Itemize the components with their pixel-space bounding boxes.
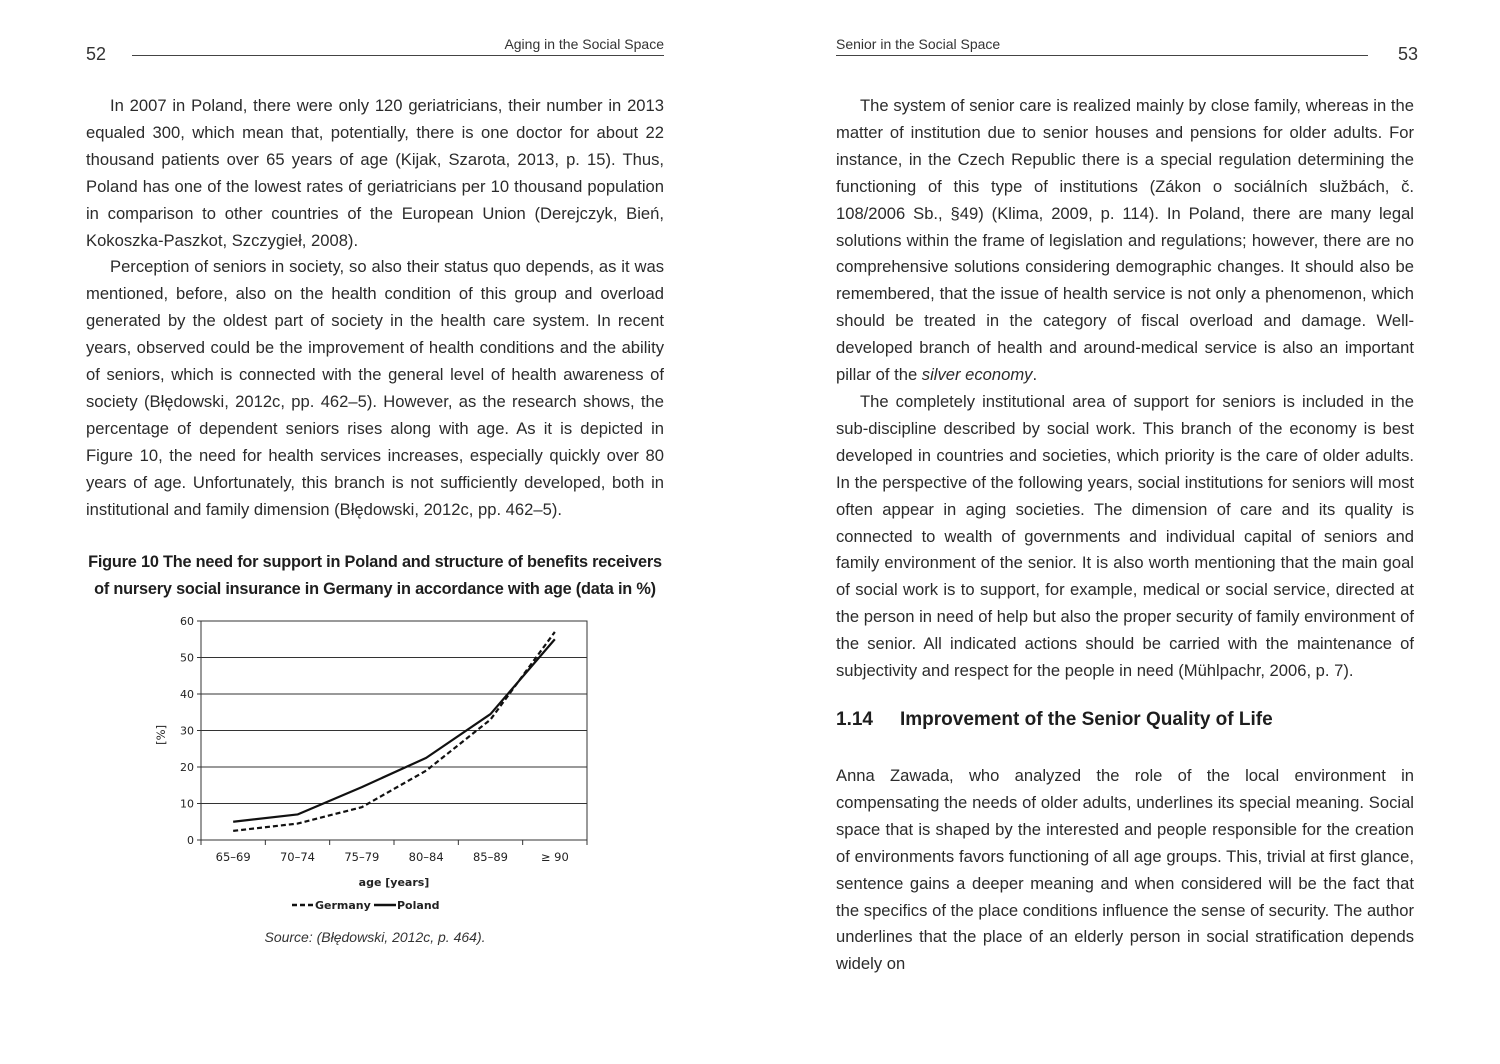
header-rule-left [132, 55, 664, 56]
y-tick-label: 10 [180, 797, 194, 811]
y-tick-label: 20 [180, 761, 194, 774]
x-tick-label: 85–89 [472, 850, 509, 864]
paragraph: In 2007 in Poland, there were only 120 geriatricians, their number in 2013 equaled 300, which mean that, potentially, there is one doctor for about 22 thousand patients over 65 years of age (Kijak, Szarota, 2013, p. 15). Thus, Poland has one of the lowest rates of geriatricians per 10 thousand population in comparison to other countries of the European Union (Derejczyk, Bień, Kokoszka-Paszkot, Szczygieł, 2008). [86, 96, 664, 250]
series-line-germany [233, 632, 555, 831]
italic-term: silver economy [921, 365, 1033, 385]
y-tick-label: 60 [180, 615, 194, 628]
paragraph-text: . [1032, 365, 1038, 385]
x-axis-label: age [years] [358, 876, 430, 889]
legend-label: Poland [397, 899, 440, 912]
y-tick-label: 40 [180, 688, 194, 701]
paragraph [836, 93, 1414, 389]
x-tick-label: 75–79 [344, 850, 380, 864]
paragraph: Perception of seniors in society, so also their status quo depends, as it was mentioned, before, also on the health condition of this group and overload generated by the oldest part of society in the health care system. In recent years, observed could be the improvement of health conditions and the ability of seniors, which is connected with the general level of health awareness of society (Błędowski, 2012c, pp. 462–5). However, as the research shows, the percentage of dependent seniors rises along with age. As it is depicted in Figure 10, the need for health services increases, especially quickly over 80 years of age. Unfortunately, this branch is not sufficiently developed, both in institutional and family dimension (Błędowski, 2012c, pp. 462–5). [86, 257, 664, 519]
figure-title: Figure 10 The need for support in Poland and structure of benefits receivers of nursery social insurance in Germany in accordance with age (data in %) [88, 553, 662, 598]
y-axis-label: [%] [154, 724, 168, 745]
right-page [750, 0, 1500, 1064]
y-tick-label: 0 [187, 834, 194, 847]
running-head-right: Senior in the Social Space [836, 36, 1001, 52]
paragraph-text: The system of senior care is realized mainly by close family, whereas in the matter of institution due to senior houses and pensions for older adults. For instance, in the Czech Republic there is a special regulation determining the functioning of this type of institutions (Zákon o sociálních službách, č. 108/2006 Sb., §49) (Klima, 2009, p. 114). In Poland, there are many legal solutions within the frame of legislation and regulations; however, there are no comprehensive solutions considering demographic changes. It should also be remembered, that the issue of health service is not only a phenomenon, which should be treated in the category of fiscal overload and damage. Well-developed branch of health and around-medical service is also an important pillar of the [836, 96, 1414, 385]
paragraph: Anna Zawada, who analyzed the role of the local environment in compensating the needs of older adults, underlines its special meaning. Social space that is shaped by the interested and people responsible for the creation of environments favors functioning of all age groups. This, trivial at first glance, sentence gains a deeper meaning and when considered will be the fact that the specifics of the place conditions influence the sense of security. The author underlines that the place of an elderly person in social stratification depends widely on [836, 766, 1414, 974]
y-tick-label: 30 [180, 724, 194, 738]
right-body-text [836, 93, 1414, 685]
x-tick-label: 65–69 [215, 850, 251, 864]
page-number-right: 53 [1398, 44, 1419, 64]
line-chart [140, 608, 600, 918]
page-number-left: 52 [86, 44, 107, 64]
running-head-left: Aging in the Social Space [504, 36, 664, 52]
x-tick-label: 80–84 [408, 850, 444, 864]
y-tick-label: 50 [180, 651, 194, 665]
left-body-text [86, 93, 664, 524]
section-title: Improvement of the Senior Quality of Life [900, 709, 1273, 730]
right-body-text-2 [836, 763, 1414, 978]
x-tick-label: 70–74 [279, 850, 316, 864]
section-number: 1.14 [836, 709, 873, 730]
header-rule-right [836, 55, 1368, 56]
figure-source: Source: (Błędowski, 2012c, p. 464). [264, 929, 486, 945]
paragraph: The completely institutional area of support for seniors is included in the sub-discipline described by social work. This branch of the economy is best developed in countries and societies, which priority is the care of older adults. In the perspective of the following years, social institutions for seniors will most often appear in aging societies. The dimension of care and its quality is connected to wealth of governments and individual capital of seniors and family environment of the senior. It is also worth mentioning that the main goal of social work is to support, for example, medical or social service, directed at the person in need of help but also the proper security of family environment of the senior. All indicated actions should be carried with the maintenance of subjectivity and respect for the people in need (Mühlpachr, 2006, p. 7). [836, 391, 1414, 681]
x-tick-label: ≥ 90 [540, 850, 569, 864]
section-heading [836, 709, 1273, 731]
legend-label: Germany [315, 899, 371, 912]
